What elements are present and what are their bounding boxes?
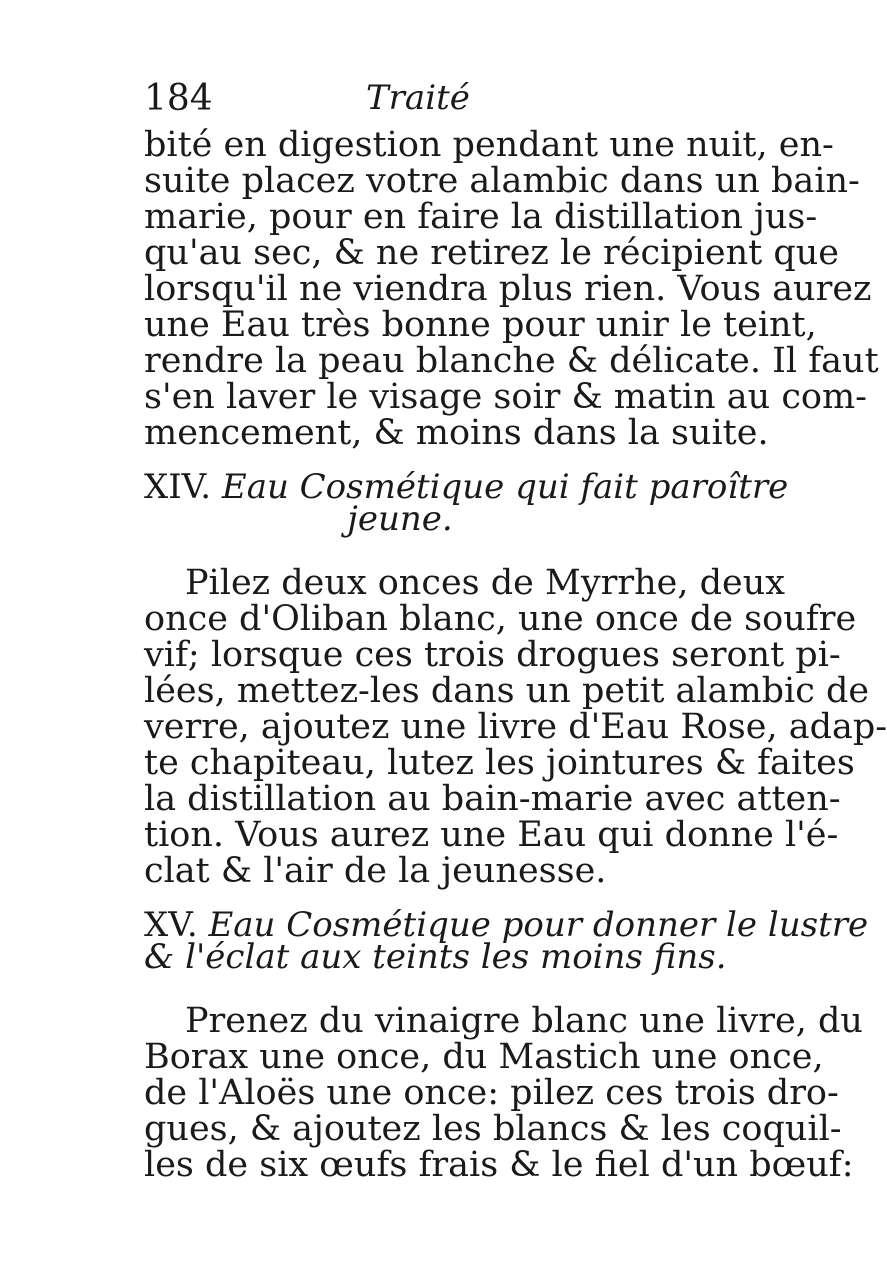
text-line: rendre la peau blanche & délicate. Il faut xyxy=(144,341,879,381)
text-line: Prenez du vinaigre blanc une livre, du xyxy=(185,1001,863,1041)
text-line: verre, ajoutez une livre d'Eau Rose, adap- xyxy=(144,707,887,747)
text-line: s'en laver le visage soir & matin au com- xyxy=(144,377,868,417)
text-line: bité en digestion pendant une nuit, en- xyxy=(144,125,834,165)
page-header xyxy=(144,78,664,122)
text-line: vif; lorsque ces trois drogues seront pi- xyxy=(144,635,841,675)
text-line: lorsqu'il ne viendra plus rien. Vous aurez xyxy=(144,269,872,309)
section-title: Eau Cosmétique qui fait paroître xyxy=(221,467,789,507)
text-line: lées, mettez-les dans un petit alambic de xyxy=(144,671,870,711)
text-line: qu'au sec, & ne retirez le récipient que xyxy=(144,233,839,273)
section-title-continuation: jeune. xyxy=(347,499,453,539)
text-line: marie, pour en faire la distillation jus- xyxy=(144,197,818,237)
text-line: une Eau très bonne pour unir le teint, xyxy=(144,305,817,345)
text-line: Pilez deux onces de Myrrhe, deux xyxy=(185,563,785,603)
section-number: XV. xyxy=(144,905,198,945)
text-line: de l'Aloës une once: pilez ces trois dro- xyxy=(144,1073,839,1113)
text-line: Borax une once, du Mastich une once, xyxy=(144,1037,824,1077)
section-title: Eau Cosmétique pour donner le lustre xyxy=(208,905,869,945)
text-line: te chapiteau, lutez les jointures & faites xyxy=(144,743,855,783)
text-line: clat & l'air de la jeunesse. xyxy=(144,851,607,891)
page-number: 184 xyxy=(144,78,213,119)
section-title-continuation: & l'éclat aux teints les moins fins. xyxy=(144,937,727,977)
text-line: tion. Vous aurez une Eau qui donne l'é- xyxy=(144,815,839,855)
text-line: les de six œufs frais & le fiel d'un bœuf: xyxy=(144,1145,854,1185)
section-number: XIV. xyxy=(144,467,212,507)
text-line: la distillation au bain-marie avec atten- xyxy=(144,779,841,819)
text-line: mencement, & moins dans la suite. xyxy=(144,413,769,453)
text-line: gues, & ajoutez les blancs & les coquil- xyxy=(144,1109,842,1149)
text-line: once d'Oliban blanc, une once de soufre xyxy=(144,599,857,639)
running-head: Traité xyxy=(366,78,470,118)
text-line: suite placez votre alambic dans un bain- xyxy=(144,161,860,201)
